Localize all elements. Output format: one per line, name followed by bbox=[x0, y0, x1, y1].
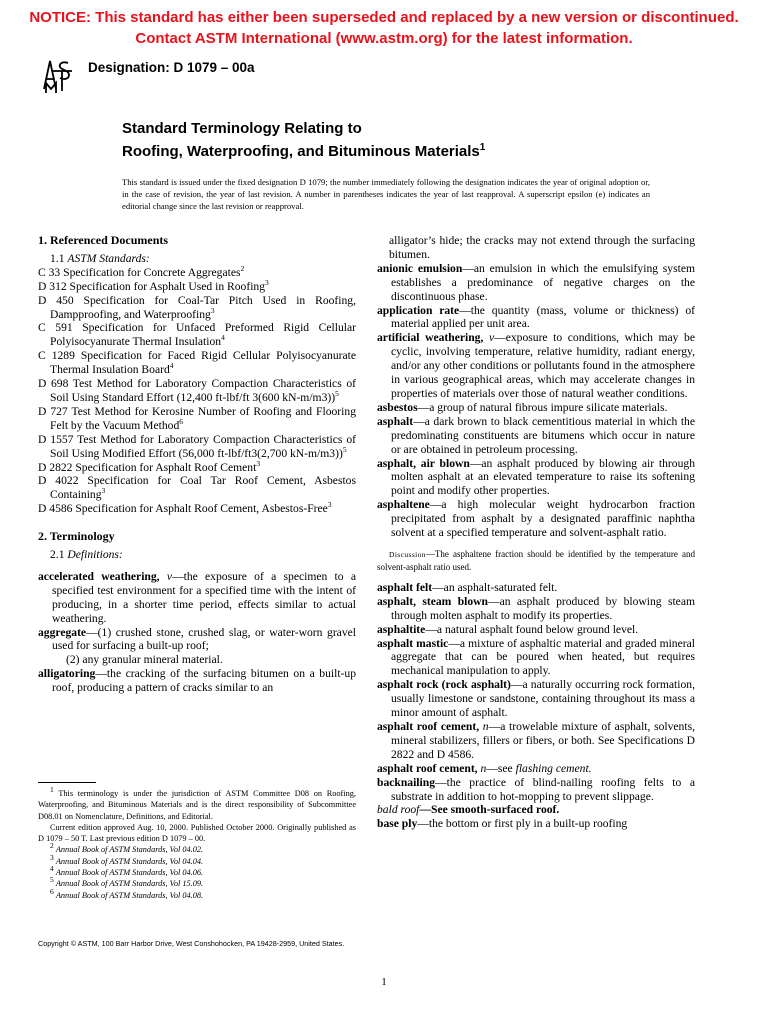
term: asphalt bbox=[377, 414, 414, 428]
definition: —the quantity (mass, volume or thickness) of material applied per unit area. bbox=[391, 303, 695, 331]
reference-list bbox=[38, 263, 356, 516]
definition-entry bbox=[377, 262, 695, 304]
reference-text: D 450 Specification for Coal-Tar Pitch Used in Roofing, Dampproofing, and Waterproofing bbox=[38, 293, 356, 321]
footnote-mark: 3 bbox=[50, 853, 54, 863]
reference-item bbox=[38, 377, 356, 405]
subsection-number: 1.1 bbox=[50, 251, 65, 265]
footnote-mark: 4 bbox=[169, 361, 174, 371]
definition-list-right-a bbox=[377, 262, 695, 540]
definition: —a high molecular weight hydrocarbon fraction precipitated from asphalt by a designated paraffinic naphtha solvent at a specified temperature and solvent-asphalt ratio. bbox=[391, 498, 695, 540]
footnote-mark: 3 bbox=[101, 486, 106, 496]
footnote-mark: 3 bbox=[256, 458, 261, 468]
definition: —the cracking of the surfacing bitumen on a built-up roof, producing a pattern of cracks similar to an bbox=[52, 667, 356, 695]
reference-text: D 698 Test Method for Laboratory Compaction Characteristics of Soil Using Standard Effort (12,400 ft-lbf/ft 3(600 kN-m/m3)) bbox=[38, 377, 356, 404]
footnote bbox=[38, 875, 356, 889]
footnote-mark: 5 bbox=[342, 444, 347, 454]
term: asphalt, steam blown bbox=[377, 594, 488, 608]
definition-entry bbox=[377, 498, 695, 540]
reference-text: D 1557 Test Method for Laboratory Compaction Characteristics of Soil Using Modified Effort (56,000 ft-lbf/ft3(2,700 kN-m/m3)) bbox=[38, 432, 356, 460]
definition: —an emulsion in which the emulsifying system establishes a predominance of negative charges on the discontinuous phase. bbox=[391, 261, 695, 303]
discussion-text: —The asphaltene fraction should be identified by the temperature and solvent-asphalt ratio used. bbox=[377, 548, 695, 572]
definition: —an asphalt-saturated felt. bbox=[432, 580, 558, 594]
definition: —an asphalt produced by blowing air through molten asphalt at an elevated temperature to raise its softening point and modify other properties. bbox=[391, 456, 695, 498]
definition-entry bbox=[377, 623, 695, 637]
definition-entry bbox=[377, 581, 695, 595]
see-text: —See bbox=[419, 803, 448, 817]
notice-line-1: NOTICE: This standard has either been superseded and replaced by a new version or discontinued. bbox=[29, 9, 739, 26]
reference-text: D 4022 Specification for Coal Tar Roof Cement, Asbestos Containing bbox=[38, 474, 356, 502]
definition: —(1) crushed stone, crushed slag, or water-worn gravel used for surfacing a built-up roof; bbox=[52, 625, 356, 653]
definition: —a natural asphalt found below ground level. bbox=[425, 622, 639, 636]
reference-item bbox=[38, 349, 356, 377]
term: backnailing bbox=[377, 775, 435, 789]
term: asphalt roof cement, bbox=[377, 761, 478, 775]
term: artificial weathering, bbox=[377, 331, 484, 345]
cross-reference: smooth-surfaced roof. bbox=[450, 803, 560, 817]
footnote-text: Annual Book of ASTM Standards, Vol 04.06. bbox=[55, 868, 204, 878]
term: bald roof bbox=[377, 803, 420, 817]
definition-list-left bbox=[38, 570, 356, 695]
footnote-mark: 1 bbox=[50, 785, 54, 795]
footnote bbox=[38, 785, 356, 822]
reference-item bbox=[38, 502, 356, 516]
title-line-1: Standard Terminology Relating to bbox=[122, 120, 362, 137]
left-column bbox=[38, 234, 356, 695]
discussion-label: Discussion bbox=[389, 549, 426, 559]
definition-entry bbox=[377, 415, 695, 457]
title-footnote-mark: 1 bbox=[479, 142, 486, 153]
reference-text: D 4586 Specification for Asphalt Roof Cement, Asbestos-Free bbox=[38, 502, 328, 516]
subsection-label: ASTM Standards: bbox=[67, 251, 150, 265]
footnote-mark: 3 bbox=[210, 305, 215, 315]
definition-entry bbox=[377, 776, 695, 804]
term: aggregate bbox=[38, 625, 87, 639]
section-2-heading: 2. Terminology bbox=[38, 529, 115, 544]
term: asphalt felt bbox=[377, 580, 433, 594]
reference-item bbox=[38, 294, 356, 322]
reference-text: C 591 Specification for Unfaced Preformed Rigid Cellular Polyisocyanurate Thermal Insulation bbox=[38, 321, 356, 349]
reference-item bbox=[38, 433, 356, 461]
term: asphalt rock (rock asphalt) bbox=[377, 678, 511, 692]
footnote-mark: 2 bbox=[50, 841, 54, 851]
footnote-text: Annual Book of ASTM Standards, Vol 15.09. bbox=[55, 879, 204, 889]
term: asphaltene bbox=[377, 498, 430, 512]
definition-entry bbox=[377, 637, 695, 679]
definition: —a naturally occurring rock formation, usually limestone or sandstone, containing throughout its mass a minor amount of asphalt. bbox=[391, 678, 695, 720]
term: asphalt roof cement, bbox=[377, 720, 480, 733]
page-number: 1 bbox=[381, 976, 387, 988]
footnote-text: Current edition approved Aug. 10, 2000. Published October 2000. Originally published as D 1079 – 50 T. Last previous edition D 1079 – 00. bbox=[38, 822, 356, 844]
definition: —the exposure of a specimen to a specified test environment for a specified time with the intent of producing, in a shorter time period, effects similar to actual weathering. bbox=[52, 569, 356, 625]
discussion-note bbox=[377, 548, 695, 573]
footnote-mark: 6 bbox=[179, 416, 183, 426]
cross-reference: flashing cement. bbox=[515, 761, 592, 775]
footnote-mark: 6 bbox=[50, 886, 54, 896]
part-of-speech: n bbox=[482, 720, 489, 733]
term: base ply bbox=[377, 817, 418, 831]
definition: —the practice of blind-nailing roofing felts to a substrate in addition to hot-mopping to prevent slippage. bbox=[391, 775, 695, 803]
footnote bbox=[38, 864, 356, 878]
astm-logo bbox=[38, 55, 78, 95]
footnote-mark: 3 bbox=[265, 277, 269, 287]
footnote-text: Annual Book of ASTM Standards, Vol 04.08. bbox=[55, 890, 204, 900]
footnote-mark: 5 bbox=[50, 875, 54, 885]
part-of-speech: v bbox=[166, 569, 172, 583]
reference-item bbox=[38, 405, 356, 433]
term: asbestos bbox=[377, 400, 418, 414]
reference-text: D 2822 Specification for Asphalt Roof Cement bbox=[38, 460, 257, 474]
definition-entry bbox=[377, 803, 695, 817]
definition-entry bbox=[377, 595, 695, 623]
definition-entry bbox=[377, 457, 695, 499]
right-column bbox=[377, 234, 695, 831]
reference-item bbox=[38, 458, 356, 475]
definition-entry bbox=[377, 762, 695, 776]
definition: —a trowelable mixture of asphalt, solvents, mineral stabilizers, fillers or fibers, or both. See Specifications D 2822 and D 4586. bbox=[391, 720, 695, 761]
definition: —an asphalt produced by blowing steam through molten asphalt to modify its properties. bbox=[391, 594, 695, 622]
definition-entry bbox=[38, 626, 356, 654]
term: asphalt, air blown bbox=[377, 456, 470, 470]
footnote-mark: 3 bbox=[327, 500, 332, 510]
part-of-speech: v bbox=[488, 331, 495, 345]
alligatoring-continuation: alligator’s hide; the cracks may not extend through the surfacing bitumen. bbox=[389, 234, 695, 261]
reference-item bbox=[38, 321, 356, 349]
designation: Designation: D 1079 – 00a bbox=[88, 60, 255, 75]
reference-text: D 727 Test Method for Kerosine Number of Roofing and Flooring Felt by the Vacuum Method bbox=[38, 404, 356, 432]
part-of-speech: n bbox=[480, 761, 487, 775]
term: accelerated weathering, bbox=[38, 569, 160, 583]
title-text: Roofing, Waterproofing, and Bituminous Materials bbox=[122, 143, 480, 160]
term: application rate bbox=[377, 303, 460, 317]
definition-list-right-b bbox=[377, 581, 695, 762]
definition: (2) any granular mineral material. bbox=[66, 653, 223, 667]
term: anionic emulsion bbox=[377, 261, 463, 275]
definition-entry bbox=[38, 570, 356, 626]
definition: —a group of natural fibrous impure silicate materials. bbox=[417, 400, 668, 414]
definition-entry bbox=[38, 667, 356, 695]
copyright: Copyright © ASTM, 100 Barr Harbor Drive, West Conshohocken, PA 19428-2959, United States. bbox=[38, 939, 345, 948]
footnote-text: Annual Book of ASTM Standards, Vol 04.02. bbox=[55, 845, 204, 855]
footnote-mark: 4 bbox=[50, 864, 54, 874]
definition-entry bbox=[38, 653, 356, 667]
reference-text: C 33 Specification for Concrete Aggregates bbox=[38, 265, 241, 279]
section-1-heading: 1. Referenced Documents bbox=[38, 233, 169, 247]
footnote bbox=[38, 822, 356, 845]
reference-text: D 312 Specification for Asphalt Used in Roofing bbox=[38, 279, 266, 293]
definition-entry bbox=[377, 678, 695, 720]
definition-entry bbox=[377, 304, 695, 332]
subsection-label: Definitions: bbox=[67, 548, 123, 562]
footnote-mark: 5 bbox=[335, 389, 339, 399]
definition-entry bbox=[377, 331, 695, 401]
footnote bbox=[38, 886, 356, 901]
term: alligatoring bbox=[38, 667, 96, 681]
section-1-1 bbox=[38, 252, 356, 266]
term: asphalt mastic bbox=[377, 636, 449, 650]
definition: —the bottom or first ply in a built-up roofing bbox=[417, 817, 628, 831]
reference-item bbox=[38, 277, 356, 294]
subsection-number: 2.1 bbox=[50, 548, 65, 562]
footnote bbox=[38, 841, 356, 855]
footnote-mark: 4 bbox=[221, 333, 225, 343]
footnote-text: Annual Book of ASTM Standards, Vol 04.04. bbox=[55, 856, 204, 866]
definition-entry bbox=[377, 401, 695, 415]
footnote-text: This terminology is under the jurisdiction of ASTM Committee D08 on Roofing, Waterproofing, and Bituminous Materials and is the direct responsibility of Subcommittee D08.01 on Nomenclature, Definitions, and Editorial. bbox=[38, 789, 356, 821]
section-2-1 bbox=[38, 548, 356, 562]
title-line-2 bbox=[122, 138, 485, 161]
definition: —a dark brown to black cementitious material in which the predominating constituents are bitumens which occur in nature or are obtained in petroleum processing. bbox=[391, 414, 695, 456]
term: asphaltite bbox=[377, 622, 426, 636]
definition: —a mixture of asphaltic material and graded mineral aggregate that can be poured when heated, but requires mechanical manipulation to apply. bbox=[391, 636, 695, 678]
footnotes bbox=[38, 785, 356, 901]
definition-entry bbox=[377, 817, 695, 831]
footnote-mark: 2 bbox=[240, 263, 245, 273]
definition: —exposure to conditions, which may be cyclic, involving temperature, relative humidity, radiant energy, and/or any other conditions or pollutants found in the atmosphere in various geographical areas, which may accelerate changes in properties of materials over those of natural weather conditions. bbox=[391, 331, 695, 400]
scope-note: This standard is issued under the fixed designation D 1079; the number immediately following the designation indicates the year of original adoption or, in the case of revision, the year of last revision. A number in parentheses indicates the year of last reapproval. A superscript epsilon (e) indicates an editorial change since the last revision or reapproval. bbox=[122, 177, 650, 211]
reference-text: C 1289 Specification for Faced Rigid Cellular Polyisocyanurate Thermal Insulation Board bbox=[38, 349, 356, 377]
reference-item bbox=[38, 474, 356, 502]
reference-item bbox=[38, 263, 356, 280]
footnote bbox=[38, 853, 356, 867]
footnote-rule bbox=[38, 782, 96, 783]
notice-line-2: Contact ASTM International (www.astm.org) for the latest information. bbox=[135, 30, 633, 47]
see-text: —see bbox=[486, 761, 513, 775]
definition-entry bbox=[377, 720, 695, 762]
